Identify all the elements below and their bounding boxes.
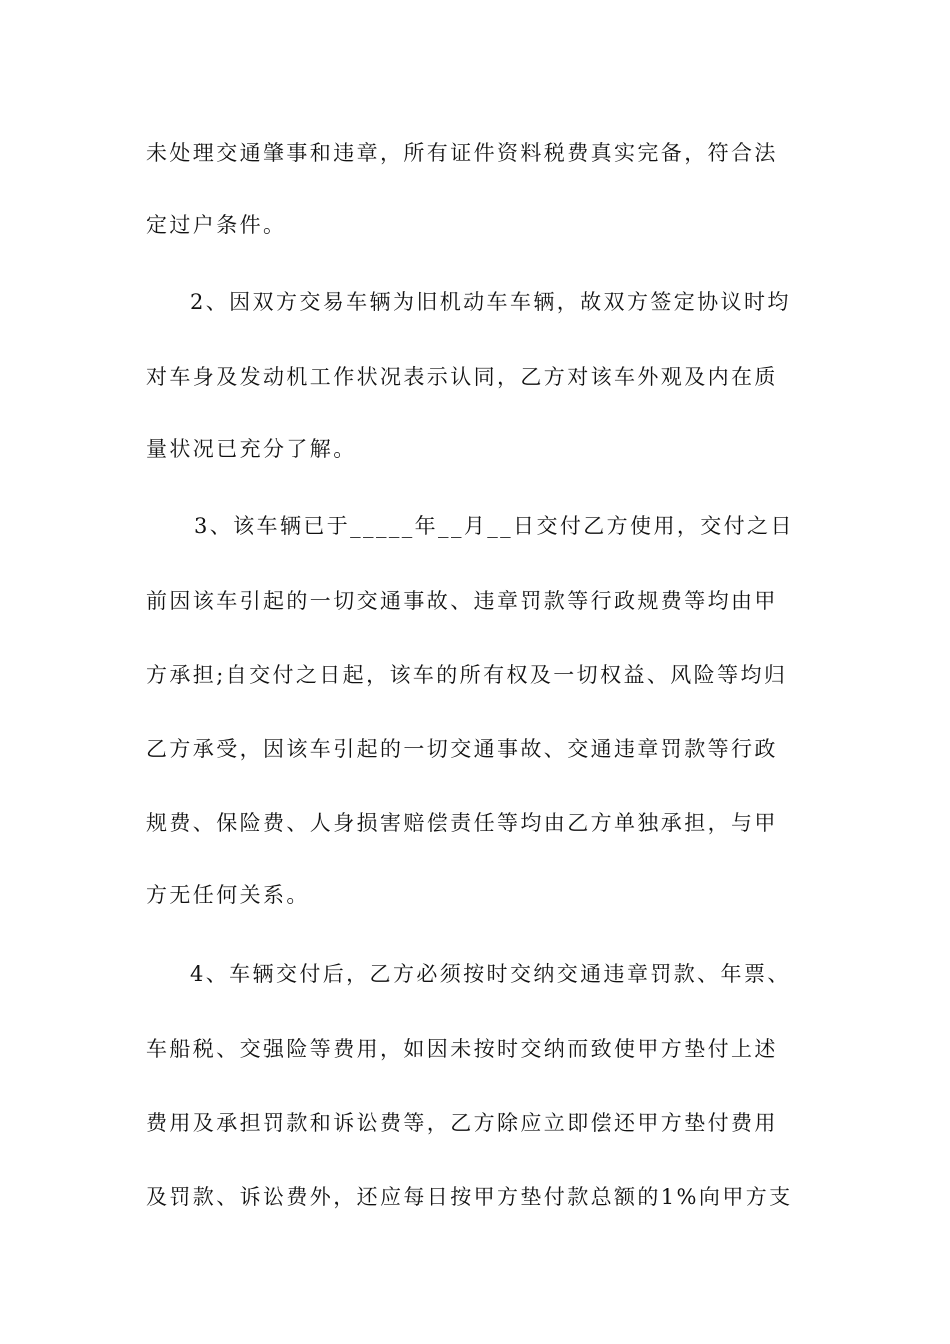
text-line: 2、因双方交易车辆为旧机动车车辆，故双方签定协议时均 xyxy=(190,290,791,314)
text-line: 及罚款、诉讼费外，还应每日按甲方垫付款总额的1%向甲方支 xyxy=(146,1185,793,1209)
text-line: 4、车辆交付后，乙方必须按时交纳交通违章罚款、年票、 xyxy=(190,962,791,986)
text-line: 方承担;自交付之日起，该车的所有权及一切权益、风险等均归 xyxy=(146,663,788,687)
text-line: 对车身及发动机工作状况表示认同，乙方对该车外观及内在质 xyxy=(146,365,778,389)
text-line: 乙方承受，因该车引起的一切交通事故、交通违章罚款等行政 xyxy=(146,737,778,761)
text-line: 定过户条件。 xyxy=(146,213,287,237)
text-line: 未处理交通肇事和违章，所有证件资料税费真实完备，符合法 xyxy=(146,141,778,165)
text-line: 3、该车辆已于_____年__月__日交付乙方使用，交付之日 xyxy=(194,514,794,538)
text-line: 车船税、交强险等费用，如因未按时交纳而致使甲方垫付上述 xyxy=(146,1037,778,1061)
text-line: 量状况已充分了解。 xyxy=(146,437,357,461)
text-line: 费用及承担罚款和诉讼费等，乙方除应立即偿还甲方垫付费用 xyxy=(146,1111,778,1135)
text-line: 规费、保险费、人身损害赔偿责任等均由乙方单独承担，与甲 xyxy=(146,811,778,835)
text-line: 方无任何关系。 xyxy=(146,883,310,907)
text-line: 前因该车引起的一切交通事故、违章罚款等行政规费等均由甲 xyxy=(146,589,778,613)
